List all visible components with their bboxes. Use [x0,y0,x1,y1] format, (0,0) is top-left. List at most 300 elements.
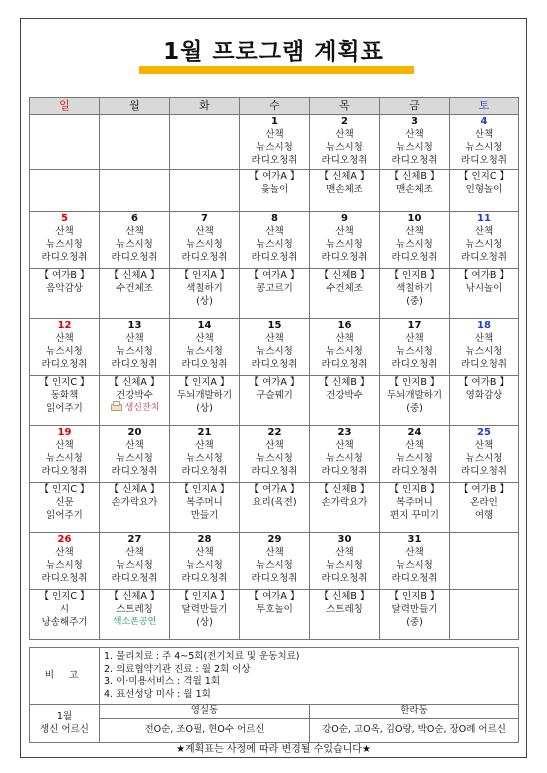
program-name: (중) [406,296,423,307]
week-program-row [30,483,519,533]
day-number: 14 [197,320,212,331]
day-cell [30,533,100,590]
daily-activity: 라디오청취 [111,359,158,370]
program-name: 요리(육전) [252,497,297,508]
program-category: 【 인지C 】 [39,484,90,495]
daily-activity: 라디오청취 [391,155,438,166]
daily-activity: 산책 [195,333,214,344]
daily-activity: 산책 [125,440,144,451]
daily-activity: 산책 [335,547,354,558]
daily-activity: 뉴스시청 [256,346,293,357]
day-number: 18 [477,320,491,331]
day-number: 5 [61,213,68,224]
program-category: 【 인지A 】 [179,377,230,388]
program-cell [310,376,380,426]
program-cell [240,590,310,640]
daily-activity: 산책 [125,333,144,344]
day-number: 29 [267,534,282,545]
day-number: 22 [267,427,282,438]
program-cell [100,483,170,533]
program-name: 색칠하기 [396,283,433,294]
program-cell [170,376,240,426]
program-name: 수건체조 [116,283,153,294]
program-name: 스트레칭 [326,604,363,615]
program-cell [380,483,450,533]
program-category: 【 인지A 】 [179,270,230,281]
program-cell [380,376,450,426]
program-cell [170,269,240,319]
program-name: (상) [196,296,213,307]
program-name: 콩고르기 [256,283,293,294]
program-cell [30,590,100,640]
program-cell [30,376,100,426]
day-cell [240,115,310,170]
weekday-header: 화 [170,98,240,115]
daily-activity: 산책 [335,440,354,451]
note-item: 3. 이·미용서비스 : 격월 1회 [104,676,221,687]
daily-activity: 라디오청취 [391,252,438,263]
day-cell [170,115,240,170]
daily-activity: 산책 [265,226,284,237]
daily-activity: 라디오청취 [41,573,88,584]
week-program-row [30,376,519,426]
daily-activity: 라디오청취 [461,359,507,370]
day-cell [30,319,100,376]
day-number: 23 [337,427,352,438]
program-category: 【 여가A 】 [249,270,300,281]
day-cell [100,319,170,376]
program-name: 음악감상 [46,283,83,294]
program-name: 수건체조 [326,283,363,294]
day-cell [310,426,380,483]
daily-activity: 뉴스시청 [256,142,293,153]
daily-activity: 뉴스시청 [186,346,223,357]
program-name: 만들기 [190,510,219,521]
daily-activity: 뉴스시청 [396,560,433,571]
program-name: 맨손체조 [326,184,363,195]
program-cell [30,170,100,212]
program-category: 【 인지C 】 [39,591,90,602]
daily-activity: 뉴스시청 [46,560,83,571]
day-cell [380,115,450,170]
program-category: 【 신체B 】 [319,377,370,388]
daily-activity: 뉴스시청 [396,142,433,153]
program-category: 【 신체B 】 [389,171,440,182]
daily-activity: 라디오청취 [321,466,368,477]
week-program-row [30,590,519,640]
program-cell [450,590,519,640]
daily-activity: 뉴스시청 [116,239,153,250]
program-name: 스트레칭 [116,604,153,615]
daily-activity: 뉴스시청 [46,239,83,250]
daily-activity: 뉴스시청 [396,453,433,464]
program-name: 색칠하기 [186,283,223,294]
day-cell [380,426,450,483]
program-category: 【 신체A 】 [319,171,370,182]
daily-activity: 뉴스시청 [116,560,153,571]
daily-activity: 산책 [405,547,424,558]
daily-activity: 뉴스시청 [465,346,503,357]
daily-activity: 산책 [474,333,494,344]
program-category: 【 인지A 】 [179,591,230,602]
birthday-group-2-name: 한라동 [310,705,519,719]
daily-activity: 산책 [405,333,424,344]
special-event: 색소폰공연 [112,617,157,627]
daily-activity: 뉴스시청 [186,453,223,464]
day-cell [380,212,450,269]
program-cell [450,376,519,426]
daily-activity: 라디오청취 [111,466,158,477]
daily-activity: 뉴스시청 [46,453,83,464]
daily-activity: 뉴스시청 [116,346,153,357]
program-name: 동화책 [50,390,79,401]
day-cell [310,115,380,170]
daily-activity: 라디오청취 [181,466,228,477]
daily-activity: 산책 [125,547,144,558]
program-category: 【 여가B 】 [39,270,90,281]
daily-activity: 라디오청취 [251,252,298,263]
daily-activity: 라디오청취 [181,573,228,584]
daily-activity: 뉴스시청 [46,346,83,357]
program-name: 달력만들기 [181,604,228,615]
daily-activity: 라디오청취 [391,359,438,370]
day-number: 16 [337,320,352,331]
weekday-header: 토 [450,98,519,115]
program-cell [170,590,240,640]
calendar-table [29,97,519,640]
day-number: 27 [127,534,142,545]
program-cell [240,170,310,212]
birthday-party-event [100,402,169,415]
day-number: 13 [127,320,142,331]
daily-activity: 라디오청취 [391,573,438,584]
program-category: 【 인지B 】 [389,484,440,495]
day-number: 7 [201,213,208,224]
program-name: 두뇌개발하기 [176,390,233,401]
daily-activity: 산책 [265,547,284,558]
footer-note: ★계획표는 사정에 따라 변경될 수있습니다★ [176,744,371,755]
week-activity-row [30,212,519,269]
daily-activity: 산책 [195,547,214,558]
day-number: 30 [337,534,352,545]
program-category: 【 여가A 】 [249,484,300,495]
daily-activity: 산책 [405,440,424,451]
day-number: 6 [131,213,138,224]
week-program-row [30,269,519,319]
program-name: 맨손체조 [396,184,433,195]
day-number: 11 [477,213,491,224]
day-cell [450,115,519,170]
day-number: 10 [407,213,422,224]
daily-activity: 산책 [55,226,74,237]
daily-activity: 뉴스시청 [465,142,503,153]
program-name: 손가락요가 [321,497,368,508]
daily-activity: 라디오청취 [181,252,228,263]
program-name: 시 [59,604,70,615]
note-item: 2. 의료협약기관 진료 : 월 2회 이상 [104,663,251,675]
daily-activity: 뉴스시청 [326,142,363,153]
daily-activity: 뉴스시청 [396,346,433,357]
day-cell [310,212,380,269]
program-category: 【 신체B 】 [319,591,370,602]
program-name: 건강박수 [116,390,153,401]
day-number: 2 [341,116,348,127]
day-cell [30,115,100,170]
program-cell [450,269,519,319]
daily-activity: 산책 [195,226,214,237]
program-cell [100,269,170,319]
day-number: 1 [271,116,278,127]
day-cell [310,533,380,590]
daily-activity: 산책 [195,440,214,451]
daily-activity: 라디오청취 [321,155,368,166]
day-number: 17 [407,320,422,331]
daily-activity: 산책 [474,129,494,140]
day-cell [170,426,240,483]
program-category: 【 신체B 】 [319,484,370,495]
program-cell [100,590,170,640]
daily-activity: 라디오청취 [321,252,368,263]
daily-activity: 뉴스시청 [465,239,503,250]
weekday-header: 금 [380,98,450,115]
daily-activity: 라디오청취 [41,252,88,263]
program-category: 【 인지B 】 [389,591,440,602]
daily-activity: 라디오청취 [461,466,507,477]
day-cell [450,212,519,269]
week-activity-row [30,115,519,170]
program-name: 구슬꿰기 [256,390,293,401]
daily-activity: 산책 [125,226,144,237]
daily-activity: 라디오청취 [251,573,298,584]
program-name: (상) [196,403,213,414]
day-cell [450,319,519,376]
day-cell [240,426,310,483]
program-name: 읽어주기 [46,403,83,414]
daily-activity: 산책 [405,129,424,140]
program-category: 【 인지B 】 [389,270,440,281]
birthday-title: 생신 어르신 [40,723,89,735]
program-category: 【 인지B 】 [389,377,440,388]
notes-label: 비 고 [30,648,100,705]
program-schedule-sheet [20,18,527,758]
daily-activity: 라디오청취 [41,359,88,370]
day-number: 21 [197,427,212,438]
day-cell [450,426,519,483]
program-cell [450,483,519,533]
daily-activity: 산책 [474,440,494,451]
daily-activity: 산책 [265,129,284,140]
program-cell [100,376,170,426]
program-category: 【 인지C 】 [458,171,510,182]
daily-activity: 뉴스시청 [256,239,293,250]
day-cell [100,426,170,483]
week-activity-row [30,426,519,483]
daily-activity: 뉴스시청 [116,453,153,464]
daily-activity: 산책 [265,440,284,451]
daily-activity: 뉴스시청 [396,239,433,250]
day-cell [30,426,100,483]
notes-list [100,648,519,705]
program-name: (중) [406,617,423,628]
program-cell [310,269,380,319]
day-cell [310,319,380,376]
program-name: 윷놀이 [260,184,289,195]
day-number: 3 [411,116,418,127]
program-name: 투호놀이 [256,604,293,615]
daily-activity: 라디오청취 [321,573,368,584]
note-item: 4. 표선성당 미사 : 월 1회 [104,688,211,700]
daily-activity: 뉴스시청 [326,560,363,571]
day-number: 15 [267,320,282,331]
program-name: 읽어주기 [46,510,83,521]
program-name: 여행 [474,510,494,521]
day-number: 31 [407,534,422,545]
daily-activity: 산책 [265,333,284,344]
daily-activity: 뉴스시청 [326,346,363,357]
notes-table [29,647,519,743]
program-name: 낚시놀이 [465,283,503,294]
program-category: 【 여가A 】 [249,171,300,182]
daily-activity: 라디오청취 [111,252,158,263]
day-number: 25 [477,427,491,438]
daily-activity: 뉴스시청 [186,560,223,571]
day-cell [240,212,310,269]
program-category: 【 여가B 】 [459,270,509,281]
birthday-party-label: 생신잔치 [124,403,160,413]
program-name: 복주머니 [186,497,223,508]
title-highlight [139,66,414,74]
week-activity-row [30,319,519,376]
program-cell [170,483,240,533]
daily-activity: 뉴스시청 [326,239,363,250]
program-cell [380,590,450,640]
program-category: 【 신체A 】 [109,591,160,602]
daily-activity: 라디오청취 [111,573,158,584]
program-category: 【 여가B 】 [459,377,509,388]
day-cell [170,533,240,590]
program-name: 온라인 [470,497,498,508]
daily-activity: 라디오청취 [41,466,88,477]
program-name: (상) [196,617,213,628]
daily-activity: 산책 [55,547,74,558]
weekday-header: 일 [30,98,100,115]
day-number: 8 [271,213,278,224]
birthday-label [30,705,100,743]
daily-activity: 라디오청취 [461,252,507,263]
program-name: 복주머니 [396,497,433,508]
cake-icon [110,402,123,411]
program-cell [380,269,450,319]
program-name: 영화감상 [465,390,503,401]
program-name: 달력만들기 [391,604,438,615]
day-number: 4 [480,116,488,127]
program-name: (중) [406,403,423,414]
program-cell [240,483,310,533]
day-number: 20 [127,427,142,438]
weekday-header: 목 [310,98,380,115]
program-cell [310,590,380,640]
weekday-header: 월 [100,98,170,115]
program-name: 건강박수 [326,390,363,401]
day-number: 19 [57,427,72,438]
daily-activity: 라디오청취 [461,155,507,166]
day-cell [100,115,170,170]
daily-activity: 산책 [405,226,424,237]
program-name: 인형놀이 [465,184,503,195]
day-cell [380,319,450,376]
daily-activity: 뉴스시청 [326,453,363,464]
daily-activity: 산책 [55,333,74,344]
daily-activity: 라디오청취 [251,155,298,166]
program-cell [380,170,450,212]
program-name: 신문 [55,497,74,508]
note-item: 1. 물리치료 : 주 4~5회(전기치료 및 운동치료) [104,651,300,662]
daily-activity: 산책 [335,333,354,344]
program-name: 편지 꾸미기 [390,510,439,521]
day-cell [30,212,100,269]
program-category: 【 여가B 】 [459,484,509,495]
program-category: 【 인지C 】 [39,377,90,388]
daily-activity: 산책 [335,129,354,140]
week-program-row [30,170,519,212]
program-name: 두뇌개발하기 [386,390,443,401]
daily-activity: 라디오청취 [321,359,368,370]
program-cell [30,269,100,319]
day-number: 9 [341,213,348,224]
daily-activity: 라디오청취 [251,359,298,370]
day-cell [170,319,240,376]
daily-activity: 뉴스시청 [186,239,223,250]
birthday-month: 1월 [56,711,73,722]
daily-activity: 라디오청취 [251,466,298,477]
birthday-group-2-list: 강O순, 고O옥, 김O랑, 박O순, 장O례 어르신 [310,719,519,743]
program-cell [170,170,240,212]
day-cell [380,533,450,590]
program-category: 【 신체A 】 [109,377,160,388]
daily-activity: 뉴스시청 [256,560,293,571]
program-cell [30,483,100,533]
daily-activity: 라디오청취 [181,359,228,370]
birthday-group-1-name: 영실동 [100,705,310,719]
day-number: 24 [407,427,422,438]
program-category: 【 여가A 】 [249,377,300,388]
day-number: 12 [57,320,72,331]
week-activity-row [30,533,519,590]
program-category: 【 신체B 】 [319,270,370,281]
day-cell [100,533,170,590]
program-cell [310,483,380,533]
program-cell [310,170,380,212]
weekday-header: 수 [240,98,310,115]
birthday-group-1-list: 전O순, 조O필, 현O수 어르신 [100,719,310,743]
program-category: 【 인지A 】 [179,484,230,495]
daily-activity: 라디오청취 [391,466,438,477]
day-cell [450,533,519,590]
program-category: 【 신체A 】 [109,484,160,495]
program-cell [100,170,170,212]
day-cell [170,212,240,269]
daily-activity: 산책 [55,440,74,451]
program-name: 손가락요가 [111,497,158,508]
program-category: 【 여가A 】 [249,591,300,602]
day-number: 28 [197,534,212,545]
program-category: 【 신체A 】 [109,270,160,281]
day-cell [100,212,170,269]
weekday-header-row [30,98,519,115]
page-title: 1월 프로그램 계획표 [163,39,384,65]
daily-activity: 뉴스시청 [465,453,503,464]
day-cell [240,319,310,376]
